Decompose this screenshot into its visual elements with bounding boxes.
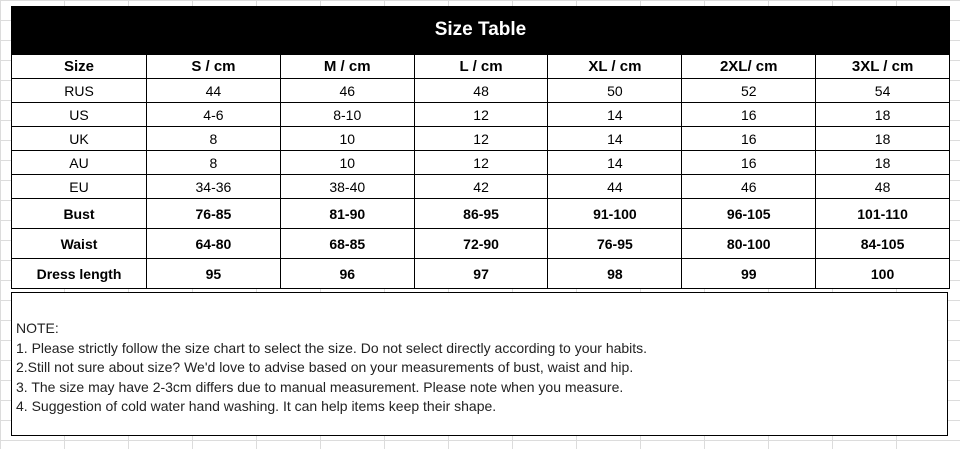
table-cell: 12 — [414, 151, 548, 175]
table-cell: 46 — [280, 79, 414, 103]
size-table — [11, 54, 950, 289]
row-label: AU — [12, 151, 147, 175]
header-cell: 3XL / cm — [816, 55, 950, 79]
table-cell: 98 — [548, 259, 682, 289]
table-cell: 16 — [682, 103, 816, 127]
table-cell: 44 — [147, 79, 281, 103]
table-cell: 12 — [414, 127, 548, 151]
header-cell: XL / cm — [548, 55, 682, 79]
row-label: Bust — [12, 199, 147, 229]
table-cell: 44 — [548, 175, 682, 199]
table-cell: 8 — [147, 151, 281, 175]
table-row — [12, 127, 950, 151]
table-row — [12, 103, 950, 127]
table-cell: 50 — [548, 79, 682, 103]
table-row — [12, 259, 950, 289]
table-cell: 48 — [414, 79, 548, 103]
table-cell: 97 — [414, 259, 548, 289]
table-cell: 10 — [280, 151, 414, 175]
table-cell: 76-85 — [147, 199, 281, 229]
table-cell: 68-85 — [280, 229, 414, 259]
table-cell: 14 — [548, 103, 682, 127]
table-row — [12, 199, 950, 229]
table-row — [12, 229, 950, 259]
row-label: Waist — [12, 229, 147, 259]
table-cell: 91-100 — [548, 199, 682, 229]
table-cell: 46 — [682, 175, 816, 199]
table-cell: 99 — [682, 259, 816, 289]
table-cell: 18 — [816, 103, 950, 127]
table-cell: 48 — [816, 175, 950, 199]
row-label: RUS — [12, 79, 147, 103]
table-cell: 42 — [414, 175, 548, 199]
table-title: Size Table — [11, 6, 950, 54]
table-cell: 81-90 — [280, 199, 414, 229]
table-cell: 18 — [816, 151, 950, 175]
notes-heading: NOTE: — [16, 320, 59, 336]
table-cell: 14 — [548, 151, 682, 175]
table-cell: 38-40 — [280, 175, 414, 199]
row-label: Dress length — [12, 259, 147, 289]
header-cell: 2XL/ cm — [682, 55, 816, 79]
note-line: 3. The size may have 2-3cm differs due to manual measurement. Please note when you measure. — [16, 378, 624, 395]
notes-box — [11, 292, 948, 436]
header-cell: S / cm — [147, 55, 281, 79]
row-label: EU — [12, 175, 147, 199]
size-chart — [11, 6, 950, 289]
note-line: 4. Suggestion of cold water hand washing. It can help items keep their shape. — [16, 398, 497, 414]
header-cell: L / cm — [414, 55, 548, 79]
table-cell: 86-95 — [414, 199, 548, 229]
table-cell: 96 — [280, 259, 414, 289]
table-cell: 95 — [147, 259, 281, 289]
table-cell: 18 — [816, 127, 950, 151]
table-cell: 34-36 — [147, 175, 281, 199]
table-cell: 8-10 — [280, 103, 414, 127]
table-cell: 100 — [816, 259, 950, 289]
table-cell: 16 — [682, 151, 816, 175]
table-cell: 54 — [816, 79, 950, 103]
header-row — [12, 55, 950, 79]
table-cell: 101-110 — [816, 199, 950, 229]
table-cell: 12 — [414, 103, 548, 127]
table-cell: 80-100 — [682, 229, 816, 259]
table-row — [12, 79, 950, 103]
table-row — [12, 175, 950, 199]
note-line: 1. Please strictly follow the size chart to select the size. Do not select directly according to your habits. — [16, 339, 648, 356]
table-cell: 96-105 — [682, 199, 816, 229]
table-cell: 8 — [147, 127, 281, 151]
table-cell: 72-90 — [414, 229, 548, 259]
table-cell: 64-80 — [147, 229, 281, 259]
note-line: 2.Still not sure about size? We'd love to advise based on your measurements of bust, waist and hip. — [16, 359, 634, 375]
table-cell: 4-6 — [147, 103, 281, 127]
table-cell: 84-105 — [816, 229, 950, 259]
table-cell: 52 — [682, 79, 816, 103]
table-cell: 14 — [548, 127, 682, 151]
table-row — [12, 151, 950, 175]
header-cell: Size — [12, 55, 147, 79]
row-label: US — [12, 103, 147, 127]
table-cell: 16 — [682, 127, 816, 151]
table-cell: 10 — [280, 127, 414, 151]
table-cell: 76-95 — [548, 229, 682, 259]
header-cell: M / cm — [280, 55, 414, 79]
row-label: UK — [12, 127, 147, 151]
